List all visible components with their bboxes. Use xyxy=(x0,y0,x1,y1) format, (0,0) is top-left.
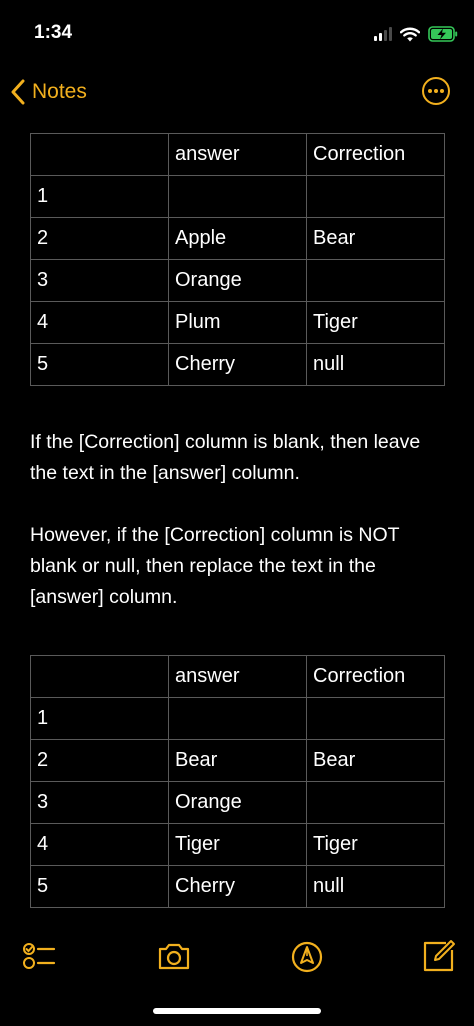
table-cell[interactable]: 4 xyxy=(31,302,169,344)
table-cell[interactable]: 2 xyxy=(31,218,169,260)
table-cell[interactable] xyxy=(307,176,445,218)
table-cell[interactable]: 3 xyxy=(31,782,169,824)
table-cell[interactable]: Correction xyxy=(307,656,445,698)
markup-button[interactable] xyxy=(289,938,325,974)
table-header-row xyxy=(31,656,445,698)
table-before[interactable] xyxy=(30,133,445,386)
table-cell[interactable] xyxy=(307,260,445,302)
table-row xyxy=(31,176,445,218)
table-cell[interactable] xyxy=(169,698,307,740)
battery-charging-icon xyxy=(428,26,458,42)
table-cell[interactable]: Tiger xyxy=(169,824,307,866)
table-cell[interactable]: Apple xyxy=(169,218,307,260)
table-cell[interactable]: Bear xyxy=(169,740,307,782)
table-row xyxy=(31,824,445,866)
camera-button[interactable] xyxy=(156,938,192,974)
table-cell[interactable]: 5 xyxy=(31,344,169,386)
note-paragraph[interactable]: However, if the [Correction] column is NOT blank or null, then replace the text in the [answer] column. xyxy=(30,524,400,608)
table-cell[interactable] xyxy=(169,176,307,218)
table-cell[interactable]: Correction xyxy=(307,134,445,176)
table-cell[interactable]: Orange xyxy=(169,782,307,824)
table-cell[interactable]: 1 xyxy=(31,176,169,218)
markup-icon xyxy=(289,938,325,974)
navigation-bar xyxy=(0,70,474,115)
table-cell[interactable]: 2 xyxy=(31,740,169,782)
table-cell[interactable]: Cherry xyxy=(169,344,307,386)
table-cell[interactable]: Bear xyxy=(307,218,445,260)
table-cell[interactable]: answer xyxy=(169,656,307,698)
table-header-row xyxy=(31,134,445,176)
back-button[interactable] xyxy=(10,76,87,108)
table-cell[interactable]: 4 xyxy=(31,824,169,866)
table-cell[interactable]: null xyxy=(307,866,445,908)
chevron-left-icon xyxy=(10,79,26,105)
status-time: 1:34 xyxy=(34,22,73,43)
table-row xyxy=(31,344,445,386)
table-cell[interactable]: Tiger xyxy=(307,302,445,344)
table-cell[interactable]: Bear xyxy=(307,740,445,782)
more-options-button[interactable] xyxy=(421,76,451,106)
checklist-button[interactable] xyxy=(21,938,57,974)
camera-icon xyxy=(156,938,192,974)
table-cell[interactable]: 1 xyxy=(31,698,169,740)
table-cell[interactable]: null xyxy=(307,344,445,386)
home-indicator[interactable] xyxy=(153,1008,321,1014)
compose-icon xyxy=(420,938,456,974)
checklist-icon xyxy=(21,938,57,974)
table-cell[interactable] xyxy=(307,782,445,824)
table-row xyxy=(31,218,445,260)
more-icon xyxy=(421,76,451,106)
table-row xyxy=(31,698,445,740)
table-cell[interactable]: 3 xyxy=(31,260,169,302)
compose-button[interactable] xyxy=(420,938,456,974)
table-row xyxy=(31,866,445,908)
bottom-toolbar xyxy=(0,930,474,985)
table-cell[interactable] xyxy=(307,698,445,740)
status-bar xyxy=(0,0,474,70)
wifi-icon xyxy=(400,27,420,42)
status-icons xyxy=(374,24,458,44)
table-row xyxy=(31,260,445,302)
table-after[interactable] xyxy=(30,655,445,908)
table-cell[interactable]: Tiger xyxy=(307,824,445,866)
table-cell[interactable]: 5 xyxy=(31,866,169,908)
table-cell[interactable] xyxy=(31,656,169,698)
table-cell[interactable]: answer xyxy=(169,134,307,176)
table-cell[interactable] xyxy=(31,134,169,176)
table-row xyxy=(31,740,445,782)
table-row xyxy=(31,302,445,344)
back-label: Notes xyxy=(32,80,87,103)
note-paragraph[interactable]: If the [Correction] column is blank, then leave the text in the [answer] column. xyxy=(30,431,421,484)
cellular-signal-icon xyxy=(374,27,392,41)
table-cell[interactable]: Plum xyxy=(169,302,307,344)
table-cell[interactable]: Orange xyxy=(169,260,307,302)
table-row xyxy=(31,782,445,824)
table-cell[interactable]: Cherry xyxy=(169,866,307,908)
